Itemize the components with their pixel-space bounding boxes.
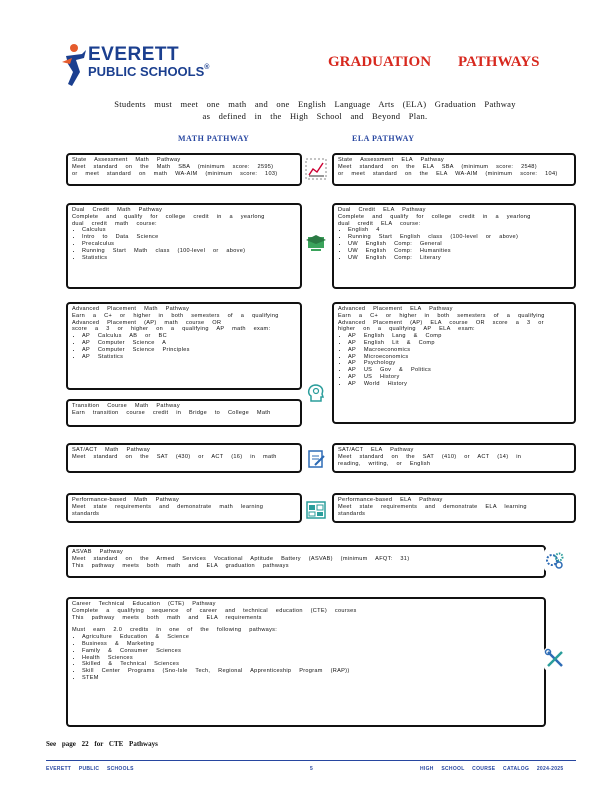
asvab-box: ASVAB Pathway Meet standard on the Armed Services Vocational Aptitude Battery (ASVAB) (minimum AFQT: 31) This pathway meets both math and ELA graduation pathways bbox=[66, 545, 546, 578]
list-item: • AP Microeconomics bbox=[348, 354, 570, 361]
math-performance-box: Performance-based Math Pathway Meet state requirements and demonstrate math learning standards bbox=[66, 493, 302, 523]
logo-line2: PUBLIC SCHOOLS® bbox=[88, 64, 210, 79]
ela-dual-credit-box: Dual Credit ELA Pathway Complete and qualify for college credit in a yearlong dual credit ELA course: • English 4 • Running Start English class (100-level or above) • UW English Comp: General • UW English Comp: Humanities • UW English Comp: Literary bbox=[332, 203, 576, 289]
test-paper-pencil-icon bbox=[305, 448, 327, 470]
list-item: • Family & Consumer Sciences bbox=[82, 648, 540, 655]
list-item: • AP US Gov & Politics bbox=[348, 367, 570, 374]
math-dual-credit-box: Dual Credit Math Pathway Complete and qualify for college credit in a yearlong dual credit math course: • Calculus • Intro to Data Science • Precalculus • Running Start Math class (100-level or above) • Statistics bbox=[66, 203, 302, 289]
intro-text: Students must meet one math and one English Language Arts (ELA) Graduation Pathway as defined in the High School and Beyond Plan. bbox=[114, 99, 516, 121]
math-pathway-heading: MATH PATHWAY bbox=[178, 134, 250, 143]
list-item: • English 4 bbox=[348, 227, 570, 234]
list-item: • UW English Comp: Humanities bbox=[348, 248, 570, 255]
cte-box: Career Technical Education (CTE) Pathway Complete a qualifying sequence of career and technical education (CTE) courses This pathway meets both math and ELA requirements Must earn 2.0 credits in one of the following pathways: • Agriculture Education & Science • Business & Marketing • Family & Consumer Sciences • Health Sciences • Skilled & Technical Sciences • Skill Center Programs (Sno-Isle Tech, Regional Apprenticeship Program (RAP)) • STEM bbox=[66, 597, 546, 727]
title-graduation: GRADUATION bbox=[328, 54, 432, 70]
line-chart-icon bbox=[305, 158, 327, 180]
list-item: • Health Sciences bbox=[82, 655, 540, 662]
list-item: • Precalculus bbox=[82, 241, 296, 248]
ela-performance-box: Performance-based ELA Pathway Meet state requirements and demonstrate ELA learning standards bbox=[332, 493, 576, 523]
tools-icon bbox=[544, 648, 566, 670]
ela-ap-box: Advanced Placement ELA Pathway Earn a C+ or higher in both semesters of a qualifying Advanced Placement (AP) ELA course OR score a 3 or higher on a qualifying AP ELA exam: • AP English Lang & Comp • AP English Lit & Comp • AP Macroeconomics • AP Microeconomics • AP Psychology • AP US Gov & Politics • AP US History • AP World History bbox=[332, 302, 576, 424]
graduation-cap-icon bbox=[305, 232, 327, 254]
district-logo bbox=[62, 42, 262, 90]
page-number: 5 bbox=[310, 766, 313, 772]
footer-catalog: HIGH SCHOOL COURSE CATALOG 2024-2025 bbox=[420, 766, 564, 772]
list-item: • AP English Lit & Comp bbox=[348, 340, 570, 347]
list-item: • AP Computer Science Principles bbox=[82, 347, 296, 354]
math-transition-box: Transition Course Math Pathway Earn transition course credit in Bridge to College Math bbox=[66, 399, 302, 427]
runner-logo-icon bbox=[62, 42, 88, 88]
list-item: • STEM bbox=[82, 675, 540, 682]
ela-sat-act-box: SAT/ACT ELA Pathway Meet standard on the SAT (410) or ACT (14) in reading, writing, or English bbox=[332, 443, 576, 473]
list-item: • Agriculture Education & Science bbox=[82, 634, 540, 641]
list-item: • UW English Comp: General bbox=[348, 241, 570, 248]
list-item: • AP World History bbox=[348, 381, 570, 388]
head-gears-icon bbox=[305, 382, 327, 404]
math-ap-box: Advanced Placement Math Pathway Earn a C+ or higher in both semesters of a qualifying Advanced Placement (AP) math course OR score a 3 or higher on a qualifying AP math exam: • AP Calculus AB or BC • AP Computer Science A • AP Computer Science Principles • AP Statistics bbox=[66, 302, 302, 390]
math-sat-act-box: SAT/ACT Math Pathway Meet standard on the SAT (430) or ACT (16) in math bbox=[66, 443, 302, 473]
list-item: • AP Psychology bbox=[348, 360, 570, 367]
cte-reference-note: See page 22 for CTE Pathways bbox=[46, 740, 158, 748]
footer-divider bbox=[46, 760, 576, 761]
title-pathways: PATHWAYS bbox=[458, 54, 540, 70]
list-item: • UW English Comp: Literary bbox=[348, 255, 570, 262]
list-item: • AP Macroeconomics bbox=[348, 347, 570, 354]
logo-line1: EVERETT bbox=[88, 44, 180, 65]
footer-district: EVERETT PUBLIC SCHOOLS bbox=[46, 766, 134, 772]
list-item: • Calculus bbox=[82, 227, 296, 234]
list-item: • AP English Lang & Comp bbox=[348, 333, 570, 340]
gears-icon bbox=[544, 549, 566, 571]
dashboard-panels-icon bbox=[305, 499, 327, 521]
list-item: • Skill Center Programs (Sno-Isle Tech, Regional Apprenticeship Program (RAP)) bbox=[82, 668, 540, 675]
list-item: • Intro to Data Science bbox=[82, 234, 296, 241]
list-item: • AP Statistics bbox=[82, 354, 296, 361]
list-item: • AP US History bbox=[348, 374, 570, 381]
list-item: • Business & Marketing bbox=[82, 641, 540, 648]
list-item: • Skilled & Technical Sciences bbox=[82, 661, 540, 668]
ela-pathway-heading: ELA PATHWAY bbox=[352, 134, 415, 143]
list-item: • Running Start Math class (100-level or above) bbox=[82, 248, 296, 255]
list-item: • AP Calculus AB or BC bbox=[82, 333, 296, 340]
list-item: • AP Computer Science A bbox=[82, 340, 296, 347]
list-item: • Running Start English class (100-level or above) bbox=[348, 234, 570, 241]
ela-state-assessment-box: State Assessment ELA Pathway Meet standard on the ELA SBA (minimum score: 2548) or meet standard on the ELA WA-AIM (minimum score: 104) bbox=[332, 153, 576, 186]
math-state-assessment-box: State Assessment Math Pathway Meet standard on the Math SBA (minimum score: 2595) or meet standard on math WA-AIM (minimum score: 103) bbox=[66, 153, 302, 186]
list-item: • Statistics bbox=[82, 255, 296, 262]
